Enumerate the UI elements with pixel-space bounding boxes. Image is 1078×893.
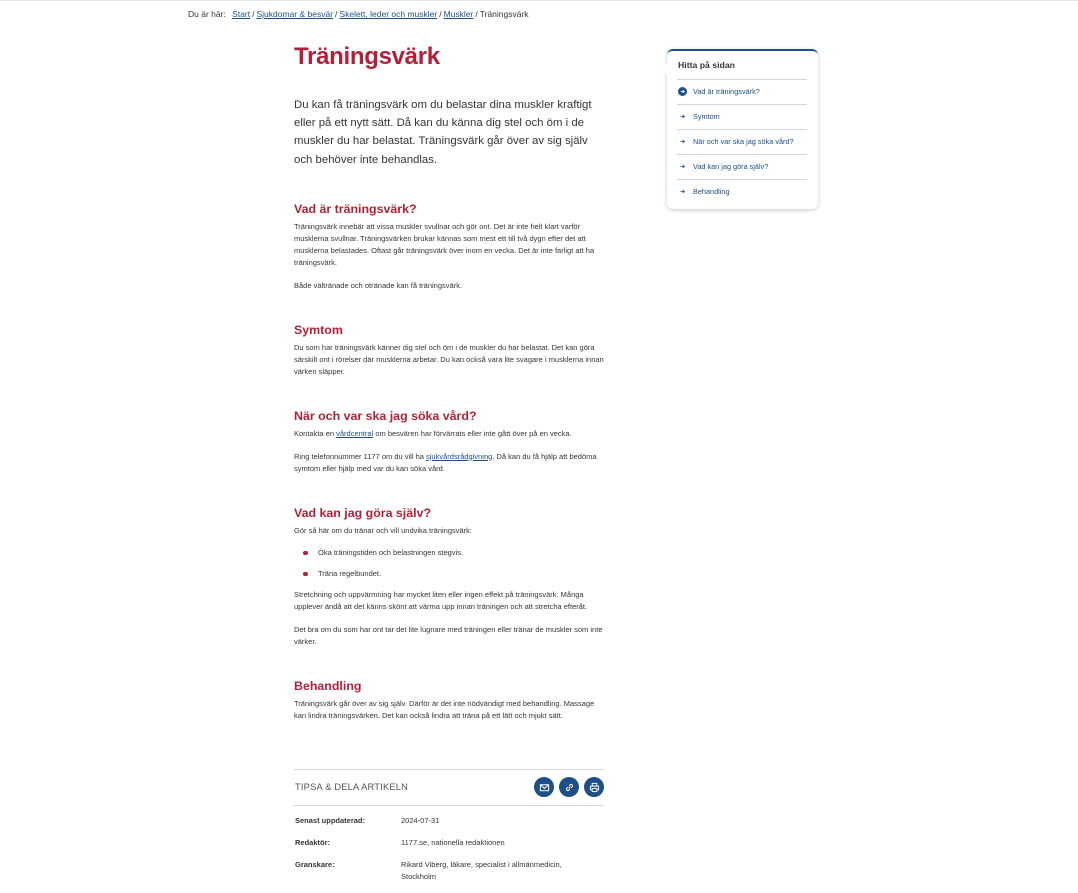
paragraph: Träningsvärk innebär att vissa muskler svullnar och gör ont. Det är inte helt klart varför musklerna svullnar. Träningsvärken brukar kännas som mest ett till två dygn efter det att musklerna belastades. Oftast går träningsvärk över inom en vecka. Det är inte farligt att ha träningsvärk.: [294, 221, 595, 268]
section-heading: Symtom: [294, 322, 343, 337]
paragraph: [294, 451, 606, 475]
paragraph: Det bra om du som har ont tar det lite lugnare med träningen eller tränar de muskler som inte värker.: [294, 624, 603, 646]
arrow-circle-icon: [678, 87, 687, 96]
meta-label: Granskare:: [295, 860, 335, 869]
list-item-text: Öka träningstiden och belastningen stegvis.: [318, 548, 464, 558]
section-heading: Behandling: [294, 679, 362, 694]
list-item: [294, 547, 606, 559]
print-button[interactable]: [584, 777, 604, 797]
breadcrumb-current: Träningsvärk: [479, 9, 529, 19]
breadcrumb-separator: /: [475, 9, 478, 19]
article-meta: [294, 815, 604, 893]
breadcrumb-link-skeleton[interactable]: Skelett, leder och muskler: [339, 9, 438, 19]
breadcrumb: [188, 9, 529, 19]
section-selfcare: [294, 505, 606, 648]
breadcrumb-separator: /: [439, 9, 442, 19]
toc-item-label: När och var ska jag söka vård?: [693, 137, 794, 146]
share-label: TIPSA & DELA ARTIKELN: [295, 782, 409, 792]
arrow-right-icon: [678, 137, 687, 146]
paragraph: Träningsvärk går över av sig själv. Därför är det inte nödvändigt med behandling. Massage kan lindra träningsvärken. Det kan också lindra att träna på ett lätt och mjukt sätt.: [294, 699, 595, 721]
toc-title: Hitta på sidan: [678, 60, 735, 70]
meta-reviewer: [294, 859, 604, 883]
section-heading: När och var ska jag söka vård?: [294, 409, 477, 424]
meta-label: Senast uppdaterad:: [295, 816, 366, 825]
bullet-icon: [303, 551, 308, 556]
meta-value: 1177.se, nationella redaktionen: [401, 838, 505, 847]
arrow-right-icon: [678, 187, 687, 196]
toc-item-label: Symtom: [693, 112, 720, 121]
arrow-right-icon: [678, 112, 687, 121]
text-fragment: . Då kan du få hjälp att bedöma symtom eller hjälp med var du kan söka vård.: [294, 451, 597, 473]
toc-list: [677, 79, 807, 204]
copy-link-button[interactable]: [559, 777, 579, 797]
breadcrumb-link-start[interactable]: Start: [232, 9, 251, 19]
toc-item-what[interactable]: [677, 79, 807, 104]
section-what: [294, 201, 606, 292]
breadcrumb-link-muscles[interactable]: Muskler: [443, 9, 474, 19]
list-item: [294, 568, 606, 580]
article-lead: Du kan få träningsvärk om du belastar dina muskler kraftigt eller på ett nytt sätt. Då kan du känna dig stel och öm i de muskler du har belastat. Träningsvärk går över av sig själv och behöver inte behandlas.: [294, 99, 592, 166]
toc-item-label: Vad är träningsvärk?: [693, 87, 760, 96]
paragraph: Gör så här om du tränar och vill undvika träningsvärk:: [294, 526, 472, 536]
link-vardcentral[interactable]: vårdcentral: [336, 429, 374, 439]
text-fragment: Ring telefonnummer 1177 om du vill ha: [294, 451, 427, 461]
section-heading: Vad kan jag göra själv?: [294, 506, 432, 521]
breadcrumb-label: Du är här:: [188, 9, 226, 19]
breadcrumb-link-diseases[interactable]: Sjukdomar & besvär: [256, 9, 334, 19]
article: [294, 40, 606, 732]
toc-item-label: Behandling: [693, 187, 730, 196]
share-bar: [294, 769, 604, 806]
meta-value: Rikard Viberg, läkare, specialist i allmänmedicin, Stockholm: [401, 860, 562, 881]
page-title: Träningsvärk: [294, 43, 440, 70]
meta-value: 2024-07-31: [401, 816, 440, 825]
breadcrumb-separator: /: [252, 9, 255, 19]
email-icon: [539, 782, 550, 793]
meta-editor: [294, 837, 604, 849]
paragraph: Du som har träningsvärk känner dig stel och öm i de muskler du har belastat. Det kan göra särskilt ont i rörelser där musklerna arbetar. Du kan också vara lite svagare i musklerna innan värken släpper.: [294, 342, 604, 377]
paragraph: [294, 428, 606, 440]
paragraph: Stretchning och uppvärmning har mycket liten eller ingen effekt på träningsvärk. Många upplever ändå att det känns skönt att värma upp innan träningen och att stretcha efteråt.: [294, 590, 588, 612]
link-icon: [564, 782, 575, 793]
toc-item-label: Vad kan jag göra själv?: [693, 162, 769, 171]
toc-item-treatment[interactable]: [677, 179, 807, 204]
list-item-text: Träna regelbundet.: [318, 569, 382, 579]
toc-item-symptoms[interactable]: [677, 104, 807, 129]
bullet-list: [294, 547, 606, 580]
text-fragment: Kontakta en: [294, 429, 337, 439]
section-symptoms: [294, 322, 606, 379]
section-care: [294, 408, 606, 475]
link-sjukvardsradgivning[interactable]: sjukvårdsrådgivning: [426, 451, 493, 461]
table-of-contents: [667, 49, 818, 209]
print-icon: [589, 782, 600, 793]
toc-item-care[interactable]: [677, 129, 807, 154]
text-fragment: om besvären har förvärrats eller inte gått över på en vecka.: [373, 429, 572, 439]
section-treatment: [294, 678, 606, 722]
paragraph: Både vältränade och otränade kan få träningsvärk.: [294, 280, 463, 290]
section-heading: Vad är träningsvärk?: [294, 201, 417, 216]
meta-updated: [294, 815, 604, 827]
arrow-right-icon: [678, 162, 687, 171]
breadcrumb-separator: /: [335, 9, 338, 19]
meta-label: Redaktör:: [295, 838, 331, 847]
top-divider: [0, 0, 1078, 1]
bullet-icon: [303, 572, 308, 577]
toc-item-selfcare[interactable]: [677, 154, 807, 179]
email-share-button[interactable]: [534, 777, 554, 797]
